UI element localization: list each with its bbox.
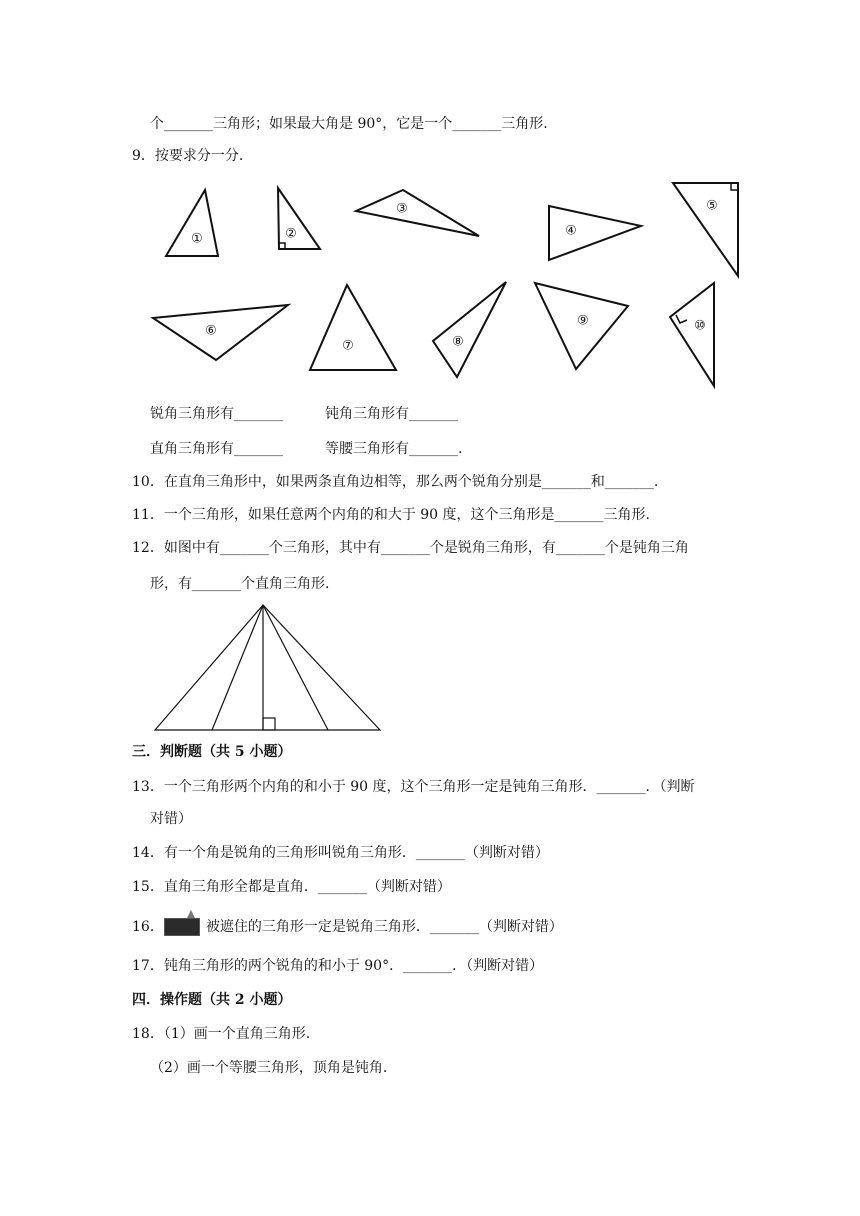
triangle-label-5: ⑤ (706, 198, 718, 214)
question-16 (132, 917, 563, 937)
section-4-heading: 四．操作题（共 2 小题） (132, 992, 292, 1008)
question-18-part-2: （2）画一个等腰三角形，顶角是钝角. (150, 1060, 388, 1076)
triangle-label-6: ⑥ (205, 323, 217, 339)
question-9-title: 9．按要求分一分. (132, 148, 244, 164)
question-12-figure (150, 602, 390, 732)
q9-right-answer: 直角三角形有_______ (150, 441, 283, 457)
triangle-label-1: ① (191, 231, 203, 247)
question-18-part-1: 18．（1）画一个直角三角形. (132, 1026, 311, 1042)
question-12-line-2: 形，有_______个直角三角形. (150, 576, 330, 592)
question-16-text: 被遮住的三角形一定是锐角三角形．_______（判断对错） (205, 919, 563, 935)
right-angle-mark-5 (731, 183, 738, 190)
triangle-label-9: ⑨ (577, 313, 589, 329)
triangle-10 (670, 283, 714, 386)
question-16-number: 16． (132, 919, 164, 935)
question-17: 17．钝角三角形的两个锐角的和小于 90°．_______．（判断对错） (132, 958, 544, 974)
question-11: 11．一个三角形，如果任意两个内角的和大于 90 度，这个三角形是_______三角形. (132, 507, 650, 523)
triangle-4 (549, 206, 641, 260)
q9-acute-answer: 锐角三角形有_______ (150, 406, 283, 422)
triangle-label-2: ② (285, 226, 297, 242)
question-12-line-1: 12．如图中有_______个三角形，其中有_______个是锐角三角形，有_______个是钝角三角 (132, 540, 689, 556)
triangle-8 (433, 282, 506, 377)
triangle-label-10: ⑩ (694, 318, 706, 334)
q9-isosceles-answer: 等腰三角形有_______. (325, 441, 463, 457)
question-10: 10．在直角三角形中，如果两条直角边相等，那么两个锐角分别是_______和_______. (132, 474, 659, 490)
triangle-label-3: ③ (396, 201, 408, 217)
covered-triangle-image (164, 918, 200, 936)
triangle-figures (0, 172, 860, 402)
triangle-6 (153, 305, 288, 360)
q9-obtuse-answer: 钝角三角形有_______ (325, 406, 458, 422)
triangle-label-7: ⑦ (342, 338, 354, 354)
triangle-label-4: ④ (565, 223, 577, 239)
question-13-line-1: 13．一个三角形两个内角的和小于 90 度，这个三角形一定是钝角三角形．_______．（判断 (132, 779, 695, 795)
section-3-heading: 三．判断题（共 5 小题） (132, 744, 292, 760)
right-angle-mark-10 (676, 315, 687, 323)
question-8-continuation: 个_______三角形；如果最大角是 90°，它是一个_______三角形. (150, 116, 548, 132)
triangle-3 (356, 190, 479, 236)
question-14: 14．有一个角是锐角的三角形叫锐角三角形．_______（判断对错） (132, 845, 549, 861)
triangle-label-8: ⑧ (452, 334, 464, 350)
triangle-5 (673, 183, 738, 276)
triangle-7 (310, 285, 396, 370)
question-15: 15．直角三角形全都是直角．_______（判断对错） (132, 879, 451, 895)
question-13-line-2: 对错） (150, 811, 192, 827)
